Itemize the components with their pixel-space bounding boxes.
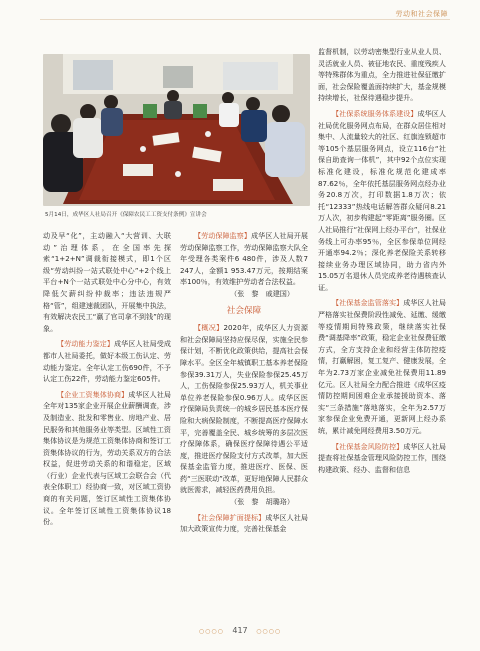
column-3 [318, 46, 446, 475]
section-title-labor-capacity: 【劳动能力鉴定】 [57, 339, 115, 349]
header-rule [40, 19, 450, 20]
col2-labor-inspection-paragraph [180, 230, 308, 288]
column-2 [180, 230, 308, 535]
section-body-service-system: 成华区人社局优化服务网点布局，在群众居住相对集中、人流量较大的社区、红旗连锁超市等105个基层服务网点，设立116台“社保自助查询一体机”，其中92个点位实现标准化建设，标准化规范化建成率87.62％，全年依托基层服务网点经办业务20.8万次，打印数据1.8万次；依托“12333”热线电话解答群众疑问8.21万人次，初步构建起“零距离”服务圈。区人社局推行“社保网上经办平台”，社保业务线上可办率95％，全区参保单位网经开通率94.2％；深化养老保险关系转移接续业务办理区域协同，助力省内外15.05万名退休人员完成养老待遇核查认证。 [318, 108, 447, 292]
meeting-photo [43, 54, 310, 206]
byline-labor-inspection: （张 黎 戚建国） [230, 288, 294, 298]
col3-fund-supervision-paragraph [318, 297, 446, 436]
footer-ornament-right: ○○○○ [256, 628, 282, 635]
page-footer [0, 626, 480, 635]
section-body-wage-negotiation: 成华区人社局全年对135家企业开展企业薪酬调查，涉及制造业、批发和零售业、房地产业、居民服务和其他服务业等类型。区域性工资集体协议是为规范工资集体协商和签订工资集体协议的行为，劳动关系双方的合法权益，促进劳动关系的和谐稳定，区域（行业）企业代表与区域工会联合会（代表全体职工）经协商一致，对区域工资协商的有关问题，签订区域性工资集体协议。全年签订区域性工资集体协议18份。 [43, 389, 172, 527]
running-header-tag: 劳动和社会保障 [395, 10, 448, 18]
section-title-wage-negotiation: 【企业工资集体协商】 [57, 389, 129, 399]
section-body-labor-inspection: 成华区人社局开展劳动保障监察工作，劳动保障监察大队全年受理各类案件6 480件，涉及人数7 247人，金额1 953.47万元，按期结案率100％，有效维护劳动者合法权益。 [180, 231, 309, 287]
page-number: 417 [232, 626, 248, 635]
col1-paragraph: 动及早“化”，主动融入“大营训、大联动”治理体系，在全国率先探索“1+2+N”调裁衔接模式，即1个区级“劳动纠纷一站式联处中心”+2个线上平台+N个一站式联处中心分中心，有效降低欠薪纠纷仲裁率；违法违规严格“管”，组建速裁团队，开展集中执法，有效解决农民工“赢了官司拿不到钱”的现象。 [43, 231, 171, 333]
col2-coverage-expansion-paragraph [180, 512, 308, 535]
section-heading-social-security: 社会保障 [226, 305, 262, 316]
col3-risk-control-paragraph [318, 441, 446, 476]
section-title-risk-control: 【社保基金风险防控】 [332, 441, 404, 451]
byline-overview: （张 黎 胡璐珞） [230, 497, 294, 507]
section-title-labor-inspection: 【劳动保障监察】 [194, 231, 252, 240]
section-title-fund-supervision: 【社保基金监管落实】 [332, 298, 404, 308]
col3-service-system-paragraph [318, 108, 446, 294]
col2-overview-paragraph [180, 322, 308, 496]
col1-wage-negotiation-paragraph [43, 389, 171, 528]
section-title-overview: 【概况】 [194, 323, 224, 333]
section-body-overview: 2020年，成华区人力资源和社会保障局坚持应保尽保，实施全民参保计划，不断优化政策供给，提高社会保障水平。全区全年城镇职工基本养老保险参保39.31万人，失业保险参保25.45万人，工伤保险参保25.93万人，机关事业单位养老保险参保0.96万人。成华区医疗保障局负责统一的城乡居民基本医疗保险和大病保险制度，不断提高医疗保障水平，完善覆盖全民、城乡统筹的多层次医疗保障体系，确保医疗保障待遇公平适度，推进医疗保险支付方式改革，加大医保基金监管力度，推进医疗、医保、医药“三医联动”改革，更好地保障人民群众就医需求，减轻医药费用负担。 [180, 323, 309, 495]
meeting-photo-illustration [43, 54, 310, 206]
photo-caption: 5月14日，成华区人社局召开《保障农民工工资支付条例》宣讲会 [45, 212, 207, 218]
section-title-coverage-expansion: 【社会保障扩面提标】 [194, 512, 266, 522]
footer-ornament-left: ○○○○ [198, 628, 224, 635]
section-body-coverage-expansion: 成华区人社局加大政策宣传力度，完善社保基金 [180, 512, 309, 534]
section-title-service-system: 【社保系统服务体系建设】 [332, 108, 418, 118]
section-body-risk-control: 成华区人社局提查将社保基金管理风险防控工作，围绕构建政策、经办、监督和信息 [318, 441, 447, 474]
column-1 [43, 230, 171, 528]
section-body-labor-capacity: 成华区人社局受成都市人社局委托，做好本级工伤认定、劳动能力鉴定。全年认定工伤690件，不予认定工伤22件，劳动能力鉴定605件。 [43, 339, 172, 384]
col3-paragraph: 监督机制，以劳动密集型行业从业人员、灵活就业人员、被征地农民、重度残疾人等特殊群体为重点，全力推进社保征缴扩面，社会保险覆盖面持续扩大，基金规模持续增长，社保待遇稳步提升。 [318, 47, 446, 103]
section-body-fund-supervision: 成华区人社局严格落实社保费阶段性减免、延缴、缓缴等疫情期间特殊政策，继续落实社保费“调基降率”政策，稳定企业社保费征缴方式，全方支持企业和经营主体防控疫情，打赢解困，复工复产、健康发展，全年为2.73万家企业减免社保费用11.89亿元。区人社局全力配合推进《成华区疫情防控期间困难企业承接援助资本、落实“三条措施”落地落实，全年为2.57万家参保企业免费开通，更新网上经办系统，累计减免网经费用3.50万元。 [318, 298, 447, 435]
col1-labor-capacity-paragraph [43, 338, 171, 384]
